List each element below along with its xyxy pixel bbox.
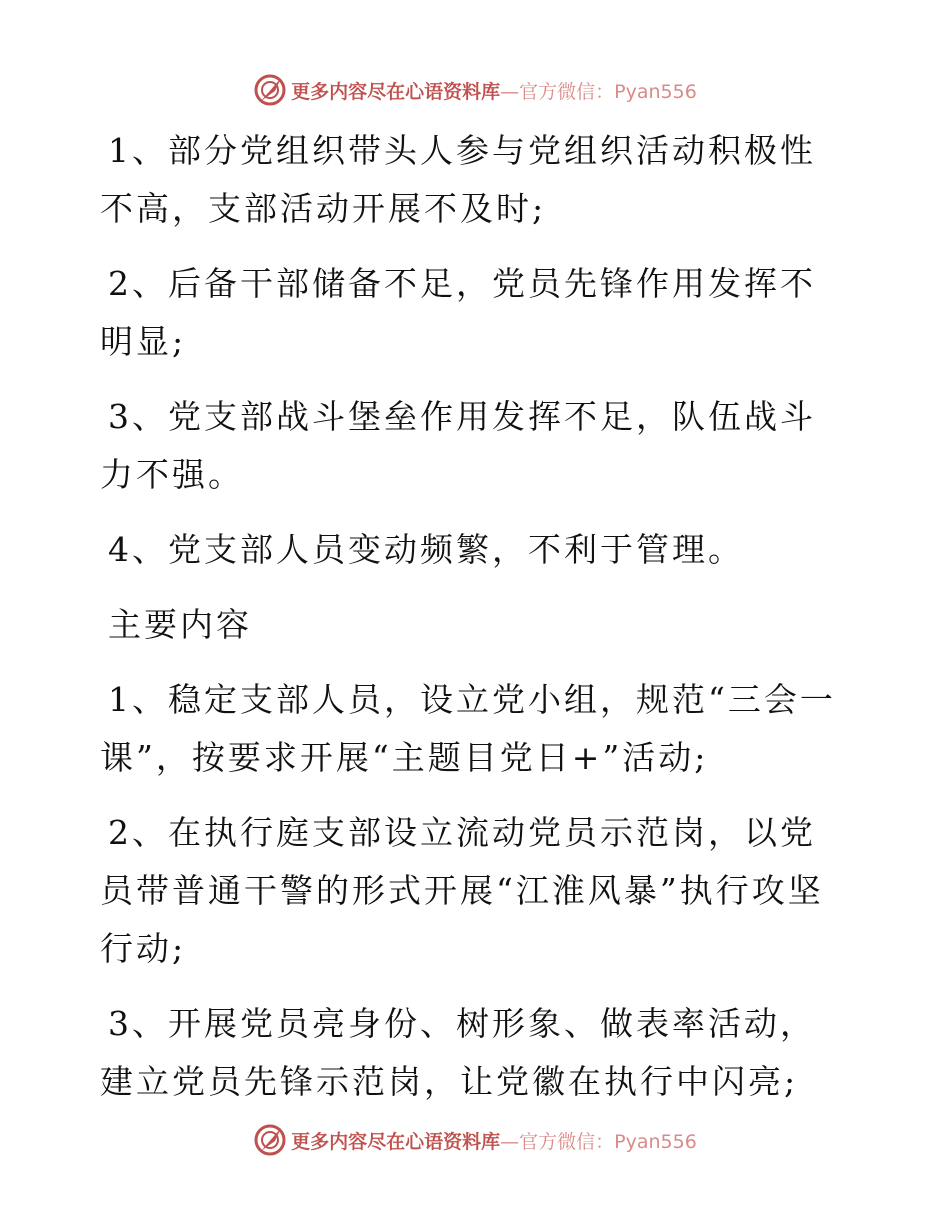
footer-watermark <box>0 1120 950 1160</box>
paragraph-content-1: 1、稳定支部人员，设立党小组，规范“三会一课”，按要求开展“主题目党日+”活动; <box>100 680 836 777</box>
quill-logo-icon <box>253 73 287 107</box>
paragraph-problem-3: 3、党支部战斗堡垒作用发挥不足，队伍战斗力不强。 <box>100 397 816 494</box>
header-watermark <box>0 70 950 110</box>
paragraph-problem-4: 4、党支部人员变动频繁，不利于管理。 <box>108 530 744 569</box>
paragraph-problem-1: 1、部分党组织带头人参与党组织活动积极性不高，支部活动开展不及时; <box>100 131 816 228</box>
watermark-brand: 更多内容尽在心语资料库 <box>291 80 501 103</box>
paragraph-content-2: 2、在执行庭支部设立流动党员示范岗，以党员带普通干警的形式开展“江淮风暴”执行攻坚行动; <box>100 813 824 968</box>
watermark-suffix: —官方微信：Pyan556 <box>500 80 697 103</box>
paragraph-problem-2: 2、后备干部储备不足，党员先锋作用发挥不明显; <box>100 264 816 361</box>
document-body <box>100 122 848 1128</box>
quill-logo-icon <box>253 1123 287 1157</box>
watermark-suffix: —官方微信：Pyan556 <box>500 1130 697 1153</box>
paragraph-content-3: 3、开展党员亮身份、树形象、做表率活动，建立党员先锋示范岗，让党徽在执行中闪亮; <box>100 1004 816 1101</box>
section-heading-main-content: 主要内容 <box>108 605 252 644</box>
watermark-brand: 更多内容尽在心语资料库 <box>291 1130 501 1153</box>
